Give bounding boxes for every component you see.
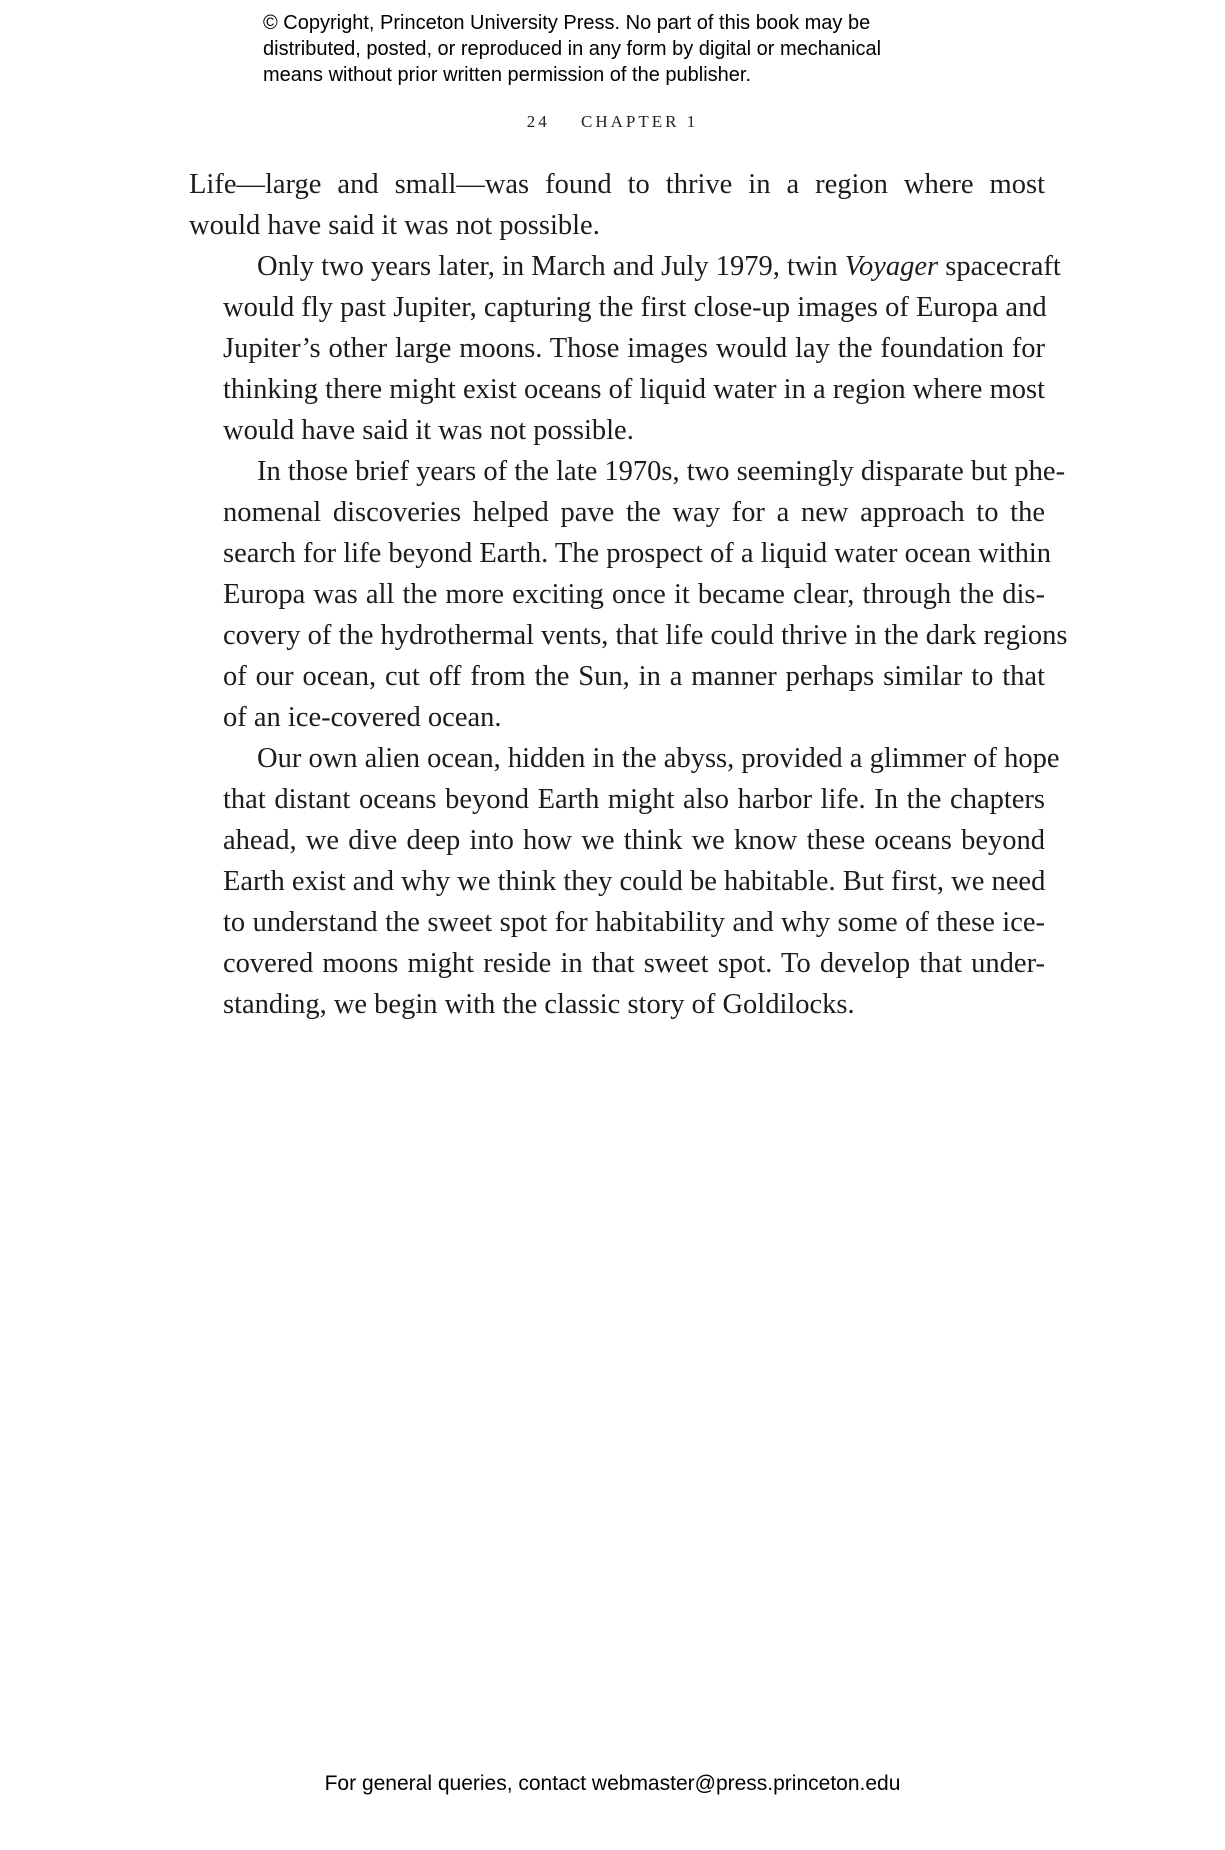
text-line: of an ice-covered ocean. [223,702,502,733]
text-line [189,246,1061,287]
text-fragment: spacecraft [938,251,1061,282]
text-line: covery of the hydrothermal vents, that life could thrive in the dark regions [223,620,1068,651]
paragraph [189,164,1045,246]
italic-title: Voyager [844,251,939,282]
copyright-line: © Copyright, Princeton University Press. No part of this book may be [263,12,871,34]
chapter-label: CHAPTER 1 [581,112,699,131]
page-number: 24 [526,112,550,131]
text-line: search for life beyond Earth. The prospect of a liquid water ocean within [223,538,1052,569]
text-line: thinking there might exist oceans of liquid water in a region where most [223,374,1045,405]
text-line: ahead, we dive deep into how we think we know these oceans beyond [223,825,1045,856]
text-line: In those brief years of the late 1970s, two seemingly disparate but phe- [257,456,1066,487]
running-head [0,112,1225,132]
text-line: Jupiter’s other large moons. Those images would lay the foundation for [223,333,1045,364]
text-line: to understand the sweet spot for habitability and why some of these ice- [223,907,1045,938]
text-line: would have said it was not possible. [189,210,600,241]
text-line: nomenal discoveries helped pave the way for a new approach to the [223,497,1045,528]
text-line: would fly past Jupiter, capturing the first close-up images of Europa and [223,292,1047,323]
text-line: covered moons might reside in that sweet spot. To develop that under- [223,948,1045,979]
paragraph [189,738,1060,1025]
copyright-notice [263,10,1023,88]
text-line: Europa was all the more exciting once it became clear, through the dis- [223,579,1045,610]
text-line: standing, we begin with the classic story of Goldilocks. [223,989,855,1020]
text-line: Earth exist and why we think they could be habitable. But first, we need [223,866,1046,897]
copyright-line: means without prior written permission of the publisher. [263,64,752,86]
text-fragment: Only two years later, in March and July 1979, twin [257,251,845,282]
text-line: Life—large and small—was found to thrive in a region where most [189,169,1045,200]
text-line: would have said it was not possible. [223,415,634,446]
footer-contact: For general queries, contact webmaster@press.princeton.edu [324,1772,901,1795]
body-text [189,164,1068,1025]
text-line: of our ocean, cut off from the Sun, in a manner perhaps similar to that [223,661,1045,692]
paragraph [189,246,1061,451]
paragraph [189,451,1068,738]
copyright-line: distributed, posted, or reproduced in any form by digital or mechanical [263,38,882,60]
text-line: that distant oceans beyond Earth might also harbor life. In the chapters [223,784,1045,815]
text-line: Our own alien ocean, hidden in the abyss, provided a glimmer of hope [257,743,1060,774]
